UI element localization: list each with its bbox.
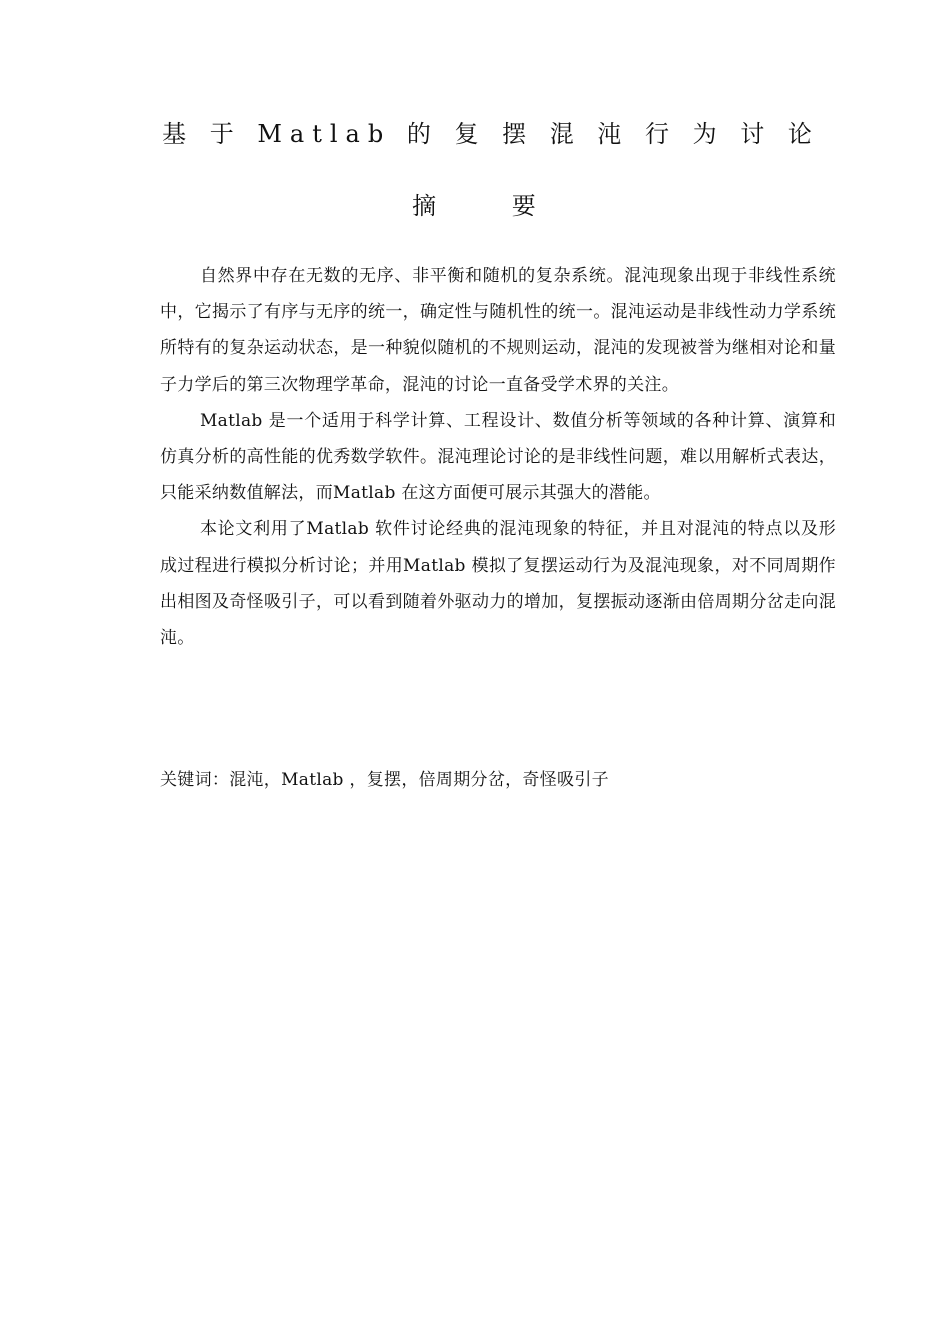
abstract-paragraph-3: 本论文利用了Matlab 软件讨论经典的混沌现象的特征，并且对混沌的特点以及形成过程进行模拟分析讨论；并用Matlab 模拟了复摆运动行为及混沌现象，对不同周期作出相图及奇怪吸引子，可以看到随着外驱动力的增加，复摆振动逐渐由倍周期分岔走向混沌。 <box>160 519 836 649</box>
abstract-heading: 摘 要 <box>412 192 570 220</box>
keywords-text: 混沌，Matlab ，复摆，倍周期分岔，奇怪吸引子 <box>229 770 609 790</box>
paper-title: 基 于 Matlab 的 复 摆 混 沌 行 为 讨 论 <box>162 120 820 148</box>
keywords-line <box>160 762 836 798</box>
abstract-paragraph-1: 自然界中存在无数的无序、非平衡和随机的复杂系统。混沌现象出现于非线性系统中，它揭示了有序与无序的统一，确定性与随机性的统一。混沌运动是非线性动力学系统所特有的复杂运动状态，是一种貌似随机的不规则运动，混沌的发现被誉为继相对论和量子力学后的第三次物理学革命，混沌的讨论一直备受学术界的关注。 <box>160 266 836 395</box>
abstract-paragraph-2: Matlab 是一个适用于科学计算、工程设计、数值分析等领域的各种计算、演算和仿真分析的高性能的优秀数学软件。混沌理论讨论的是非线性问题，难以用解析式表达，只能采纳数值解法，而Matlab 在这方面便可展示其强大的潜能。 <box>160 410 836 504</box>
abstract-body <box>160 258 836 656</box>
keywords-label: 关键词： <box>160 770 230 790</box>
